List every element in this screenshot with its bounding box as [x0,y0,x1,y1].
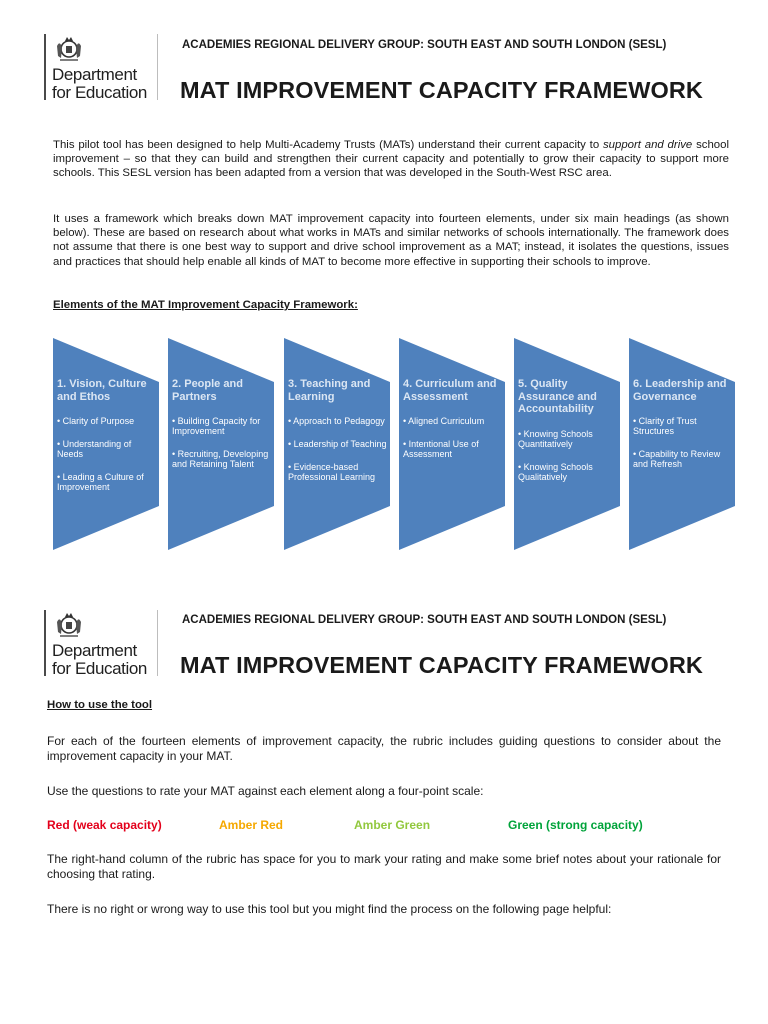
chevron-item: • Evidence-based Professional Learning [288,462,376,482]
logo-line2: for Education [52,659,147,678]
page-title: MAT IMPROVEMENT CAPACITY FRAMEWORK [180,652,703,678]
dfe-logo [44,610,162,678]
chevron-item: • Knowing Schools Qualitatively [518,461,593,482]
chevron-item: • Recruiting, Developing and Retaining Talent [172,449,269,469]
chevron-heading: 6. Leadership and Governance [633,378,727,403]
chevron-1 [53,338,159,550]
intro-paragraph: This pilot tool has been designed to help Multi-Academy Trusts (MATs) understand their current capacity to support and drive school improvement – so that they can build and strengthen their current capacity and potentially to grow their capacity to support more schools. This SESL version has been adapted from a version that was developed in the South-West RSC area. [53,139,729,180]
chevron-3 [284,338,390,550]
group-header: ACADEMIES REGIONAL DELIVERY GROUP: SOUTH EAST AND SOUTH LONDON (SESL) [182,39,667,51]
framework-paragraph: It uses a framework which breaks down MAT improvement capacity into fourteen elements, under six main headings (as shown below). These are based on research about what works in MATs and similar networks of schools internationally. The framework does not assume that there is one best way to support and drive school improvement as a MAT; instead, it isolates the questions, issues and practices that should help enable all kinds of MAT to become more effective in supporting their schools to improve. [53,213,729,268]
chevron-item: • Capability to Review and Refresh [633,449,721,469]
logo-divider [157,34,158,100]
scale-amber-red: Amber Red [219,818,284,832]
chevron-heading: 3. Teaching and Learning [288,378,371,403]
chevron-5 [514,338,620,550]
group-header: ACADEMIES REGIONAL DELIVERY GROUP: SOUTH EAST AND SOUTH LONDON (SESL) [182,614,667,626]
page-title: MAT IMPROVEMENT CAPACITY FRAMEWORK [180,77,703,103]
logo-bar [44,610,46,676]
chevron-2 [168,338,274,550]
chevron-6 [629,338,735,550]
chevron-item: • Approach to Pedagogy [288,416,385,426]
scale-amber-green: Amber Green [354,818,431,832]
logo-bar [44,34,46,100]
chevron-heading: 1. Vision, Culture and Ethos [57,378,147,403]
chevron-heading: 5. Quality Assurance and Accountability [518,378,597,415]
scale-green: Green (strong capacity) [508,818,643,832]
scale-paragraph: Use the questions to rate your MAT against each element along a four-point scale: [47,784,484,798]
process-paragraph: There is no right or wrong way to use this tool but you might find the process on the following page helpful: [47,902,612,916]
rubric-paragraph: For each of the fourteen elements of improvement capacity, the rubric includes guiding questions to consider about the improvement capacity in your MAT. [47,734,721,763]
logo-line1: Department [52,641,137,660]
logo-line1: Department [52,65,137,84]
chevron-heading: 4. Curriculum and Assessment [403,378,497,403]
logo-divider [157,610,158,676]
royal-crest-icon [54,34,84,62]
chevron-item: • Building Capacity for Improvement [172,416,261,436]
how-to-heading: How to use the tool [47,699,153,711]
chevron-item: • Clarity of Trust Structures [633,416,697,436]
logo-line2: for Education [52,83,147,102]
chevron-item: • Leading a Culture of Improvement [57,472,144,492]
chevron-item: • Clarity of Purpose [57,416,135,426]
chevron-item: • Leadership of Teaching [288,439,387,449]
dfe-logo [44,34,162,102]
chevron-4 [399,338,505,550]
rating-paragraph: The right-hand column of the rubric has space for you to mark your rating and make some brief notes about your rationale for choosing that rating. [47,852,721,881]
chevron-item: • Intentional Use of Assessment [403,439,479,459]
chevron-item: • Aligned Curriculum [403,416,485,426]
scale-red: Red (weak capacity) [47,818,162,832]
chevron-item: • Knowing Schools Quantitatively [518,428,593,449]
royal-crest-icon [54,610,84,638]
chevron-item: • Understanding of Needs [57,439,132,459]
chevron-heading: 2. People and Partners [172,378,243,403]
elements-heading: Elements of the MAT Improvement Capacity Framework: [53,299,358,311]
